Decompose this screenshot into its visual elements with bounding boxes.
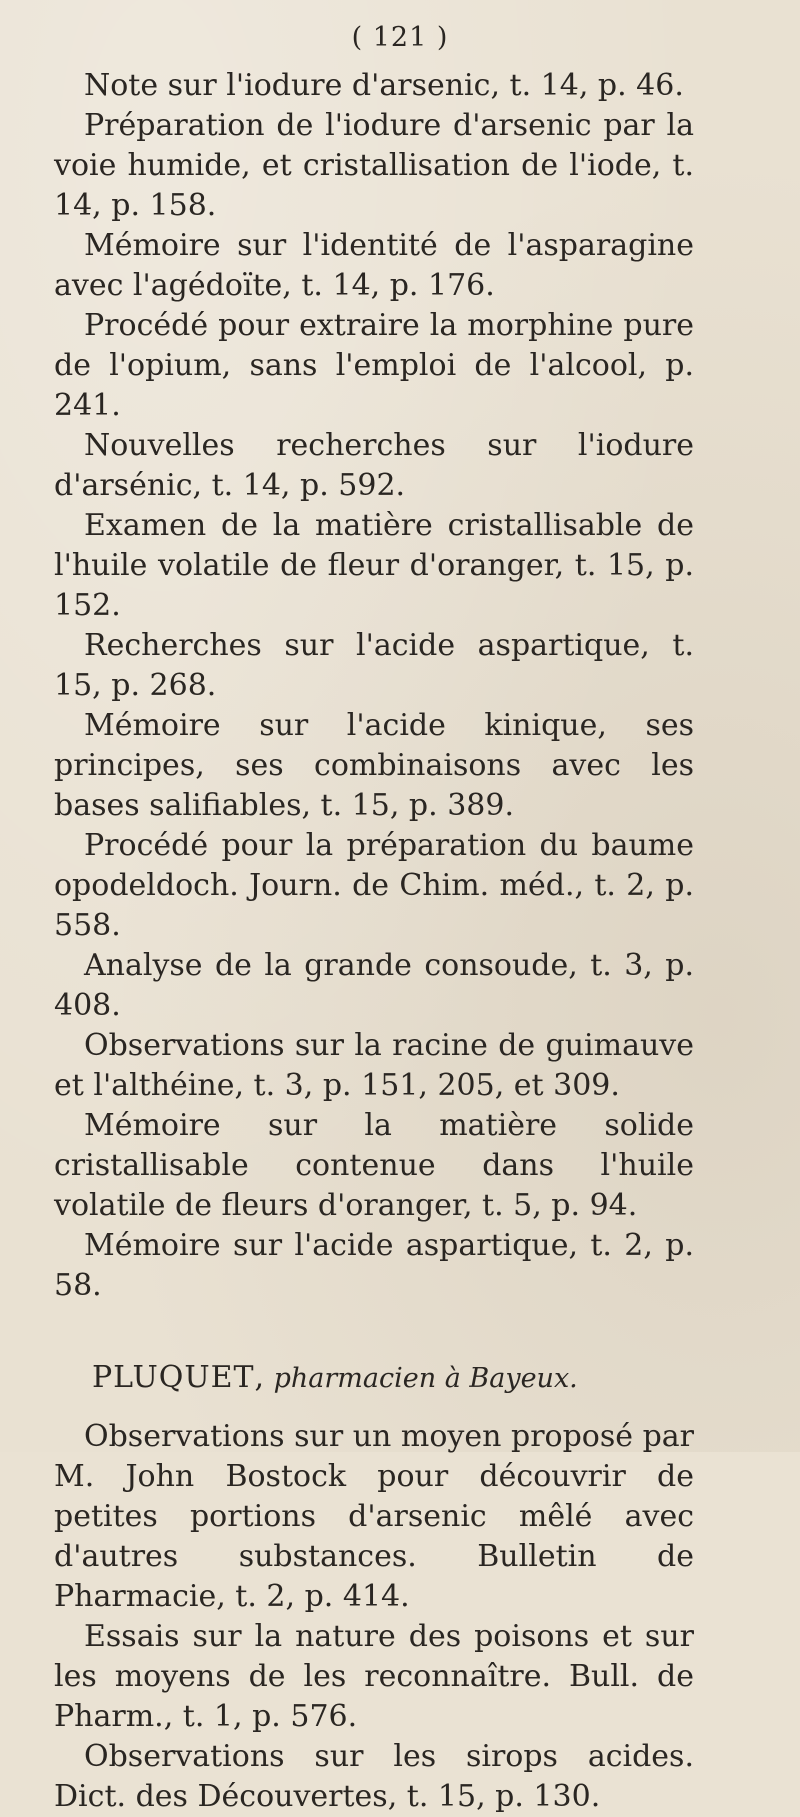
entry: Recherches sur l'acide aspartique, t. 15, p. 268.	[54, 628, 694, 703]
entry: Procédé pour la préparation du baume opodeldoch. Journ. de Chim. méd., t. 2, p. 558.	[54, 828, 694, 943]
entry: Mémoire sur l'identité de l'asparagine avec l'agédoïte, t. 14, p. 176.	[54, 228, 694, 303]
entry: Essais sur la nature des poisons et sur les moyens de les reconnaître. Bull. de Pharm., t. 1, p. 576.	[54, 1619, 694, 1734]
entry: Mémoire sur l'acide kinique, ses principes, ses combinaisons avec les bases salifiables, t. 15, p. 389.	[54, 708, 694, 823]
entry: Observations sur un moyen proposé par M. John Bostock pour découvrir de petites portions d'arsenic mêlé avec d'autres substances. Bulletin de Pharmacie, t. 2, p. 414.	[54, 1419, 694, 1614]
entry: Analyse de la grande consoude, t. 3, p. 408.	[54, 948, 694, 1023]
entry: Note sur l'iodure d'arsenic, t. 14, p. 46.	[84, 68, 684, 103]
entry: Préparation de l'iodure d'arsenic par la voie humide, et cristallisation de l'iode, t. 14, p. 158.	[54, 108, 694, 223]
page-number: ( 121 )	[351, 22, 449, 53]
entry: Nouvelles recherches sur l'iodure d'arsénic, t. 14, p. 592.	[54, 428, 694, 503]
entry: Observations sur la racine de guimauve et l'althéine, t. 3, p. 151, 205, et 309.	[54, 1028, 694, 1103]
text-body	[54, 66, 694, 1817]
entry: Procédé pour extraire la morphine pure de l'opium, sans l'emploi de l'alcool, p. 241.	[54, 308, 694, 423]
author-description: pharmacien à Bayeux.	[273, 1363, 578, 1394]
author-separator: ,	[254, 1360, 274, 1395]
author-entry-list	[54, 1417, 694, 1817]
entry: Mémoire sur l'acide aspartique, t. 2, p. 58.	[54, 1228, 694, 1303]
entry: Observations sur les sirops acides. Dict. des Découvertes, t. 15, p. 130.	[54, 1739, 694, 1814]
entry: Examen de la matière cristallisable de l'huile volatile de fleur d'oranger, t. 15, p. 152.	[54, 508, 694, 623]
entry-list	[54, 66, 694, 1306]
author-heading	[54, 1358, 694, 1399]
author-name: PLUQUET	[92, 1360, 255, 1395]
entry: Mémoire sur la matière solide cristallisable contenue dans l'huile volatile de fleurs d'oranger, t. 5, p. 94.	[54, 1108, 694, 1223]
